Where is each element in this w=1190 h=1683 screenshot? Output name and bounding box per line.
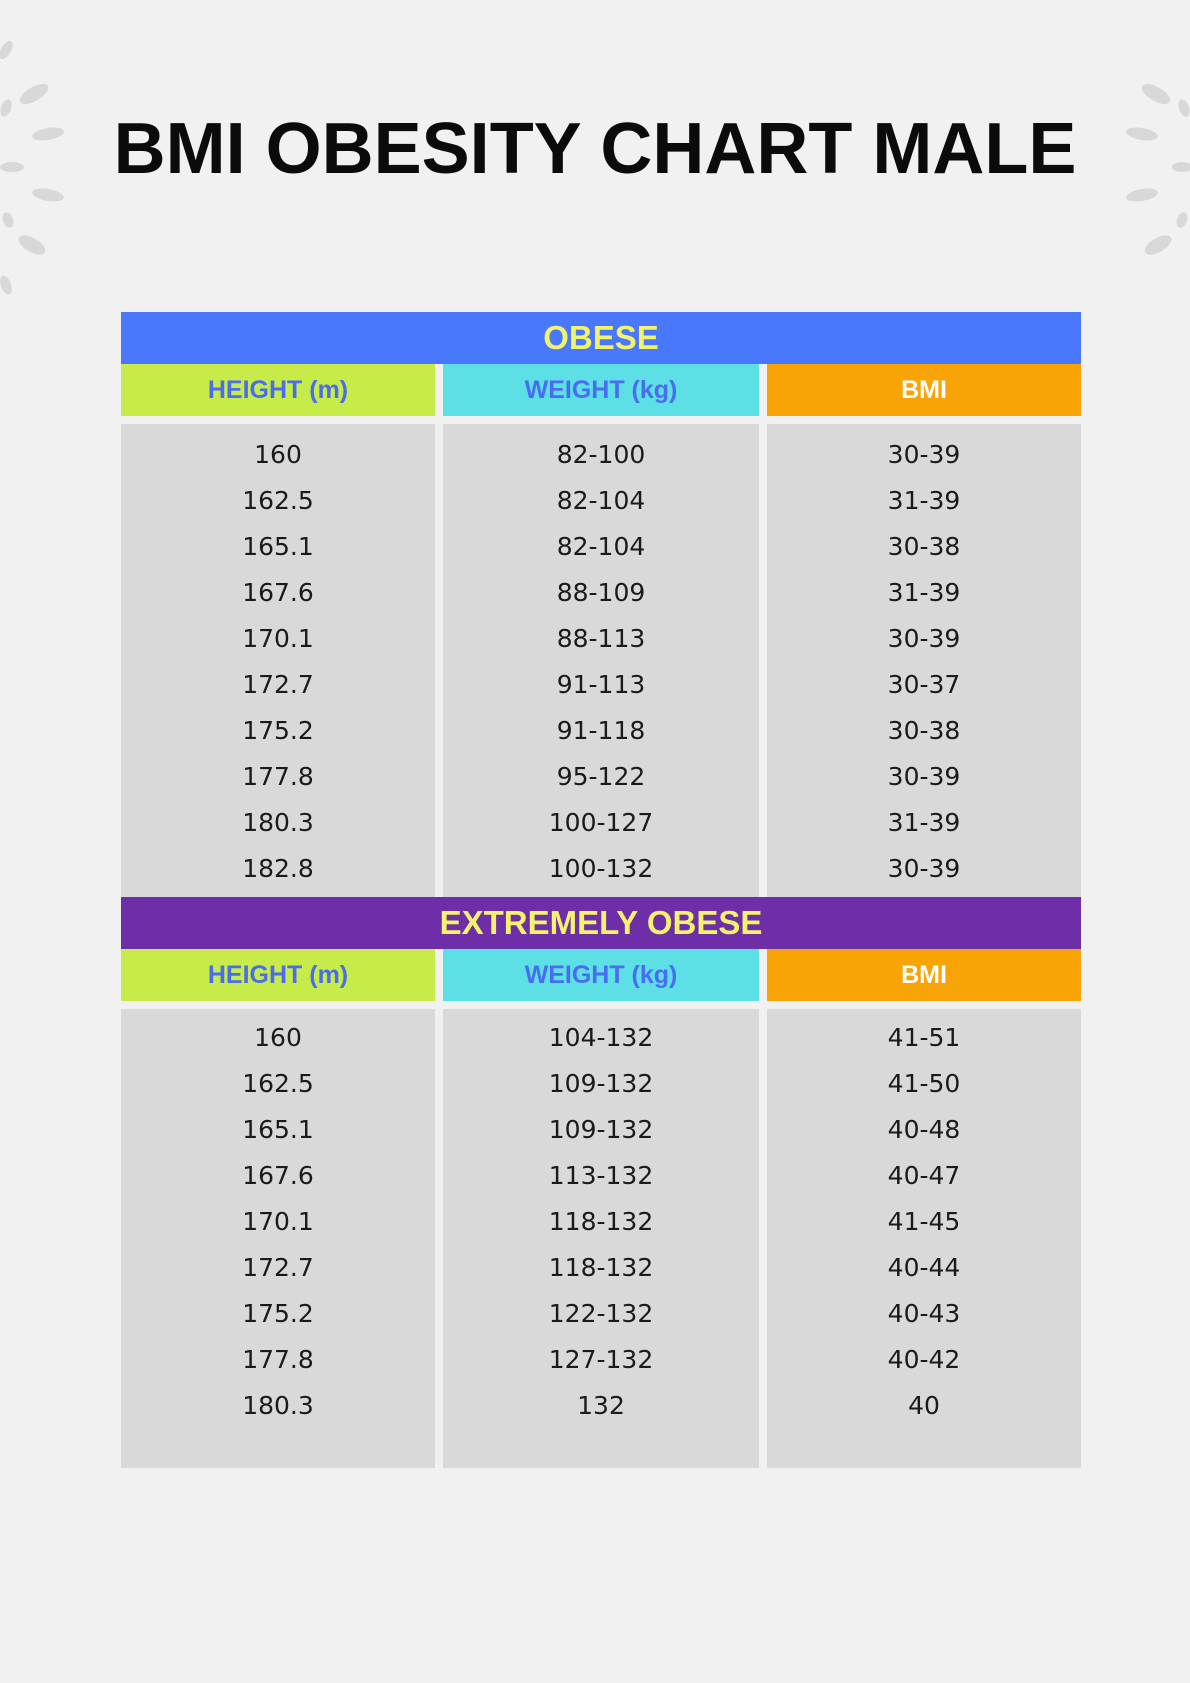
column-header-row — [121, 364, 1081, 416]
bmi-cell: 30-39 — [887, 854, 961, 883]
section-heading: OBESE — [121, 312, 1081, 364]
weight-cell: 109-132 — [548, 1115, 654, 1144]
bmi-cell: 30-39 — [887, 440, 961, 469]
height-cell: 160 — [254, 1023, 302, 1052]
weight-cell: 109-132 — [548, 1069, 654, 1098]
column-header-weight: WEIGHT (kg) — [443, 364, 759, 416]
bmi-cell: 40 — [908, 1391, 940, 1420]
bmi-column — [767, 424, 1081, 897]
height-cell: 172.7 — [242, 1253, 314, 1282]
bmi-table — [121, 312, 1081, 1468]
height-cell: 180.3 — [242, 1391, 314, 1420]
height-cell: 167.6 — [242, 1161, 314, 1190]
weight-cell: 122-132 — [548, 1299, 654, 1328]
bmi-cell: 41-45 — [887, 1207, 961, 1236]
weight-cell: 88-109 — [556, 578, 646, 607]
data-body — [121, 1009, 1081, 1468]
weight-cell: 88-113 — [556, 624, 646, 653]
height-cell: 160 — [254, 440, 302, 469]
height-cell: 182.8 — [242, 854, 314, 883]
data-body — [121, 424, 1081, 897]
section-heading: EXTREMELY OBESE — [121, 897, 1081, 949]
bmi-cell: 31-39 — [887, 578, 961, 607]
weight-cell: 82-104 — [556, 486, 646, 515]
section-obese — [121, 312, 1081, 897]
page-title: BMI OBESITY CHART MALE — [113, 109, 1077, 189]
column-header-bmi: BMI — [767, 949, 1081, 1001]
bmi-cell: 41-51 — [887, 1023, 961, 1052]
weight-cell: 100-132 — [548, 854, 654, 883]
weight-cell: 91-118 — [556, 716, 646, 745]
bmi-cell: 40-47 — [887, 1161, 961, 1190]
weight-cell: 91-113 — [556, 670, 646, 699]
height-cell: 177.8 — [242, 1345, 314, 1374]
weight-cell: 132 — [577, 1391, 625, 1420]
weight-column — [443, 1009, 759, 1468]
height-cell: 167.6 — [242, 578, 314, 607]
bmi-cell: 31-39 — [887, 486, 961, 515]
height-cell: 177.8 — [242, 762, 314, 791]
height-cell: 180.3 — [242, 808, 314, 837]
bmi-cell: 40-42 — [887, 1345, 961, 1374]
column-header-height: HEIGHT (m) — [121, 364, 435, 416]
height-cell: 175.2 — [242, 716, 314, 745]
bmi-cell: 30-38 — [887, 532, 961, 561]
weight-cell: 95-122 — [556, 762, 646, 791]
height-column — [121, 424, 435, 897]
bmi-cell: 40-43 — [887, 1299, 961, 1328]
bmi-cell: 30-37 — [887, 670, 961, 699]
height-cell: 175.2 — [242, 1299, 314, 1328]
height-cell: 170.1 — [242, 624, 314, 653]
height-cell: 162.5 — [242, 1069, 314, 1098]
column-header-weight: WEIGHT (kg) — [443, 949, 759, 1001]
bmi-cell: 30-39 — [887, 762, 961, 791]
height-cell: 165.1 — [242, 532, 314, 561]
weight-cell: 118-132 — [548, 1207, 654, 1236]
height-cell: 170.1 — [242, 1207, 314, 1236]
bmi-cell: 30-39 — [887, 624, 961, 653]
bmi-cell: 41-50 — [887, 1069, 961, 1098]
weight-cell: 127-132 — [548, 1345, 654, 1374]
weight-cell: 104-132 — [548, 1023, 654, 1052]
bmi-cell: 40-48 — [887, 1115, 961, 1144]
column-header-bmi: BMI — [767, 364, 1081, 416]
height-cell: 172.7 — [242, 670, 314, 699]
column-header-row — [121, 949, 1081, 1001]
height-cell: 162.5 — [242, 486, 314, 515]
bmi-cell: 30-38 — [887, 716, 961, 745]
section-extremely-obese — [121, 897, 1081, 1468]
height-cell: 165.1 — [242, 1115, 314, 1144]
weight-cell: 82-100 — [556, 440, 646, 469]
weight-column — [443, 424, 759, 897]
weight-cell: 113-132 — [548, 1161, 654, 1190]
column-header-height: HEIGHT (m) — [121, 949, 435, 1001]
bmi-cell: 31-39 — [887, 808, 961, 837]
weight-cell: 100-127 — [548, 808, 654, 837]
weight-cell: 118-132 — [548, 1253, 654, 1282]
bmi-cell: 40-44 — [887, 1253, 961, 1282]
bmi-column — [767, 1009, 1081, 1468]
height-column — [121, 1009, 435, 1468]
weight-cell: 82-104 — [556, 532, 646, 561]
